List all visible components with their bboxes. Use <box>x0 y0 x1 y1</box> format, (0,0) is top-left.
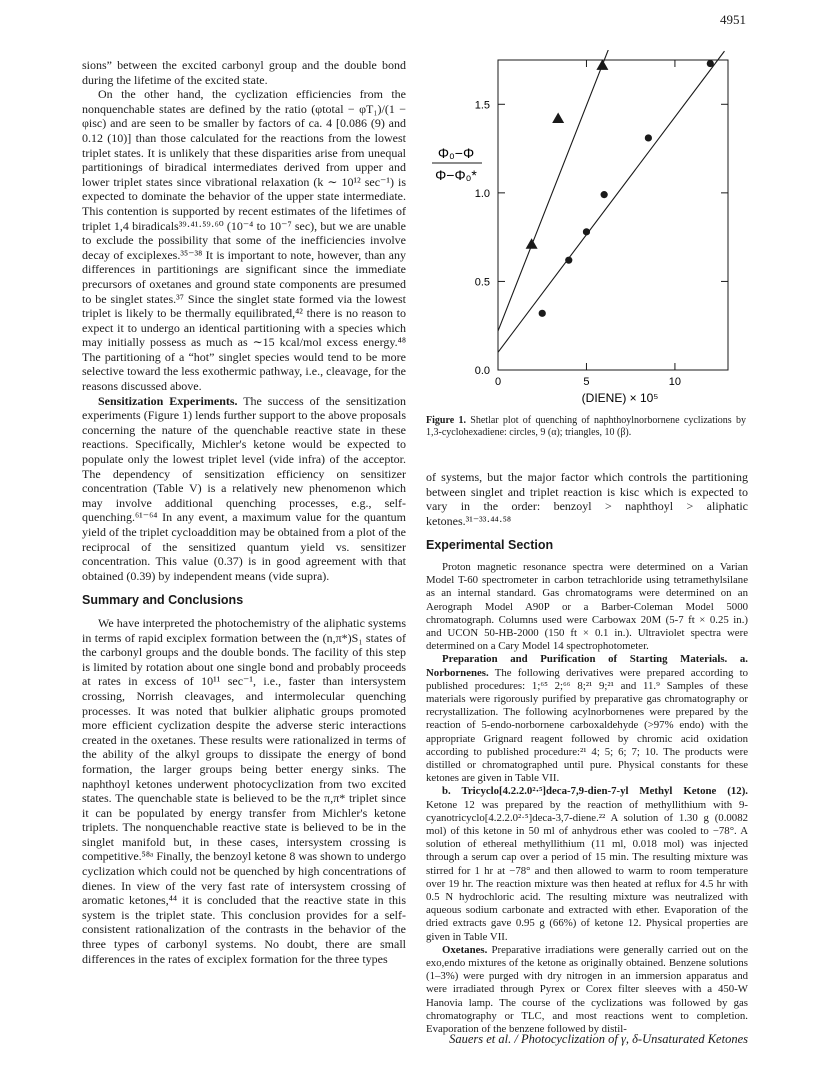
left-paragraph-2: On the other hand, the cyclization efficiencies from the nonquenchable states are defined by the ratio (φtotal − φT₁)/(1 − φisc) and are seen to be smaller by factors of ca. 4 [0.086 (9) and 0.12 (10)] than those calculated for the reactions from the lowest triplet states. It is unlikely that these disparities arise from unequal partitionings of biradical intermediates derived from upper and lower triplet states since vibrational relaxation (k ∼ 10¹² sec⁻¹) is expected to dominate the behavior of the upper state intermediate. This contention is supported by recent estimates of the lifetimes of triplet 1,4 biradicals³⁹·⁴¹·⁵⁹·⁶⁰ (10⁻⁴ to 10⁻⁷ sec), but we are unable to exclude the possibility that some of the inefficiencies involve decay of exciplexes.³⁵⁻³⁸ It is important to note, however, than any differences in partitionings are significant since the immediate precursors of oxetanes and ground state components are presumed to be singlet states.³⁷ Since the singlet state formed via the lowest triplet is likely to be thermally equilibrated,⁴² there is no reason to expect it to undergo an identical partitioning with a species which may initially possess as much as ∼15 kcal/mol excess energy.⁴⁸ The partitioning of a “hot” singlet species would tend to be more selective toward the less exothermic pathway, i.e., cleavage, for the reasons discussed above. <box>82 87 406 394</box>
fit-line-triangle <box>498 50 611 331</box>
sensitization-run-in-heading: Sensitization Experiments. <box>98 393 238 408</box>
figure-caption <box>426 415 746 439</box>
fit-line-circle <box>498 51 724 352</box>
data-point-triangle <box>596 59 608 70</box>
y-tick-label: 1.0 <box>474 187 490 200</box>
figure-1 <box>430 50 760 410</box>
left-paragraph-1: sions” between the excited carbonyl group and the double bond during the lifetime of the excited state. <box>82 58 406 87</box>
x-axis-label: (DIENE) × 10⁵ <box>581 391 659 405</box>
ketone-12-run-in-heading: b. Tricyclo[4.2.2.0²·⁵]deca-7,9-dien-7-yl Methyl Ketone (12). <box>442 785 748 798</box>
preparation-text: The following derivatives were prepared according to published procedures: 1;⁶⁵ 2;⁶⁶ 8;²¹ 9;²¹ and 11.⁹ Samples of these materials were rigorously purified by preparative gas chromatography or recrystallization. The following acylnorbornenes were prepared by the reaction of 5-endo-norbornene carboxaldehyde (>97% endo) with the appropriate Grignard reagent followed by chromic acid oxidation according to published procedure:²¹ 4; 5; 6; 7; 10. The products were distilled or chromatographed until pure. Physical constants for these ketones are given in Table VII. <box>426 666 748 785</box>
plot-frame <box>498 60 728 370</box>
x-tick-label: 5 <box>583 376 590 388</box>
experimental-heading: Experimental Section <box>426 538 554 553</box>
data-point-circle <box>601 191 608 198</box>
data-point-circle <box>539 310 546 317</box>
left-paragraph-4: We have interpreted the photochemistry of the aliphatic systems in terms of rapid exciplex formation between the (n,π*)S₁ states of the carbonyl groups and the double bonds. The facility of this step is limited by rotation about one single bond and probably proceeds at rates in excess of 10¹¹ sec⁻¹, i.e., faster than intersystem crossing, Norrish cleavages, and intermolecular quenching processes. It was noted that bulkier aliphatic groups promoted more efficient cyclization despite the adverse steric interactions created in the oxetanes. These results were rationalized in terms of the ability of the alkyl groups to dissipate the energy of bond formation, the larger groups being better energy sinks. The naphthoyl ketones underwent photocyclization from two excited states. The quenchable state is believed to be the π,π* triplet since it can be populated by energy transfer from Michler's ketone triplets. The nonquenchable reactive state is believed to be in the singlet manifold but, in these cases, intersystem crossing is competitive.⁵⁸ᵃ Finally, the benzoyl ketone 8 was shown to undergo cyclization which could not be quenched by high concentrations of dienes. In view of the very fast rate of intersystem crossing of aromatic ketones,⁴⁴ it is concluded that the reactive state in this system is the triplet state. This conclusion provides for a self-consistent rationalization of the contrasts in the behavior of the three types of carbonyl systems. No doubt, there are small differences in the rates of exciplex formation for the three types <box>82 615 406 966</box>
left-paragraph-3 <box>82 394 406 584</box>
figure-caption-text: Shetlar plot of quenching of naphthoylnorbornene cyclizations by 1,3-cyclohexadiene: circles, 9 (α); triangles, 10 (β). <box>426 415 746 438</box>
summary-heading: Summary and Conclusions <box>82 593 244 608</box>
y-tick-label: 1.5 <box>474 99 490 112</box>
oxetanes-text: Preparative irradiations were generally carried out on the exo,endo mixtures of the ketone as originally obtained. Benzene solutions (1–3%) were purged with dry nitrogen in an immersion apparatus and were irradiated through Pyrex or Corex filter sleeves with a 450-W Hanovia lamp. The course of the cyclizations was followed by gas chromatography or TLC, and most reactions went to completion. Evaporation of the benzene followed by distil- <box>426 943 748 1036</box>
right-paragraph-5 <box>426 944 748 1036</box>
y-axis-label-numerator: Φ₀−Φ <box>437 145 475 161</box>
right-paragraph-1: of systems, but the major factor which controls the partitioning between singlet and triplet reaction is kisc which is expected to vary in the order: benzoyl > naphthoyl > aliphatic ketones.³¹⁻³³·⁴⁴·⁵⁸ <box>426 470 748 528</box>
right-paragraph-3 <box>426 653 748 785</box>
x-tick-label: 0 <box>494 376 502 388</box>
data-point-circle <box>583 228 590 235</box>
y-tick-label: 0.5 <box>474 276 490 289</box>
right-column <box>426 470 748 1036</box>
y-axis-label-denominator: Φ−Φ₀* <box>435 167 477 183</box>
x-tick-label: 10 <box>668 376 682 388</box>
sensitization-text: The success of the sensitization experiments (Figure 1) lends further support to the above proposals concerning the nature of the quenchable reactive state in these reactions. Specifically, Michler's ketone would be expected to populate only the lowest triplet level (vide infra) of the acceptor. The dependency of sensitization efficiency on sensitizer concentration (Table V) is a relatively new phenomenon which may involve additional quenching processes, e.g., self-quenching.⁶¹⁻⁶⁴ In any event, a maximum value for the quantum yield of the triplet cycloaddition may be obtained from a plot of the reciprocal of the sensitized quantum yield vs. sensitizer concentration. This value (0.37) is in good agreement with that obtained (0.39) by independent means (vide supra). <box>82 393 406 583</box>
figure-caption-label: Figure 1. <box>426 415 466 426</box>
data-point-circle <box>707 60 714 67</box>
y-tick-label: 0.0 <box>474 365 490 377</box>
data-point-triangle <box>526 238 538 249</box>
ketone-12-text: Ketone 12 was prepared by the reaction of methyllithium with 9-cyanotricyclo[4.2.2.0²·⁵]deca-3,7-diene.²² A solution of 1.30 g (0.0082 mol) of this ketone in 50 ml of anhydrous ether was cooled to −78°. A solution of ethereal methyllithium (11 ml, 0.018 mol) was injected through a serum cap over a period of 15 min. The resulting mixture was stirred for 1 hr at −78° and then allowed to warm to room temperature over 19 hr. The reaction mixture was then heated at reflux for 4.5 hr with 0.5 N hydrochloric acid. The resulting mixture was neutralized with aqueous sodium carbonate and extracted with ether. Evaporation of the dried extracts gave 0.95 g (66%) of ketone 12. Physical properties are given in Table VII. <box>426 798 748 943</box>
page-number: 4951 <box>720 12 746 27</box>
data-point-triangle <box>552 112 564 123</box>
right-paragraph-2: Proton magnetic resonance spectra were determined on a Varian Model T-60 spectrometer in carbon tetrachloride using tetramethylsilane as an internal standard. Gas chromatograms were determined on an Aerograph Model A90P or a Barber-Coleman Model 5000 chromatograph. Columns used were Carbowax 20M (5-7 ft × 0.25 in.) and UCON 50-HB-2000 (150 ft × 0.1 in.). Ultraviolet spectra were determined on a Cary Model 14 spectrophotometer. <box>426 560 748 653</box>
oxetanes-run-in-heading: Oxetanes. <box>442 943 488 956</box>
data-point-circle <box>565 257 572 264</box>
right-paragraph-4 <box>426 785 748 943</box>
shetlar-plot <box>430 50 760 410</box>
preparation-run-in-heading: Preparation and Purification of Starting Materials. a. Norbornenes. <box>426 653 748 679</box>
running-footer: Sauers et al. / Photocyclization of γ, δ-Unsaturated Ketones <box>449 1032 748 1046</box>
data-point-circle <box>645 134 652 141</box>
left-column <box>82 58 406 966</box>
